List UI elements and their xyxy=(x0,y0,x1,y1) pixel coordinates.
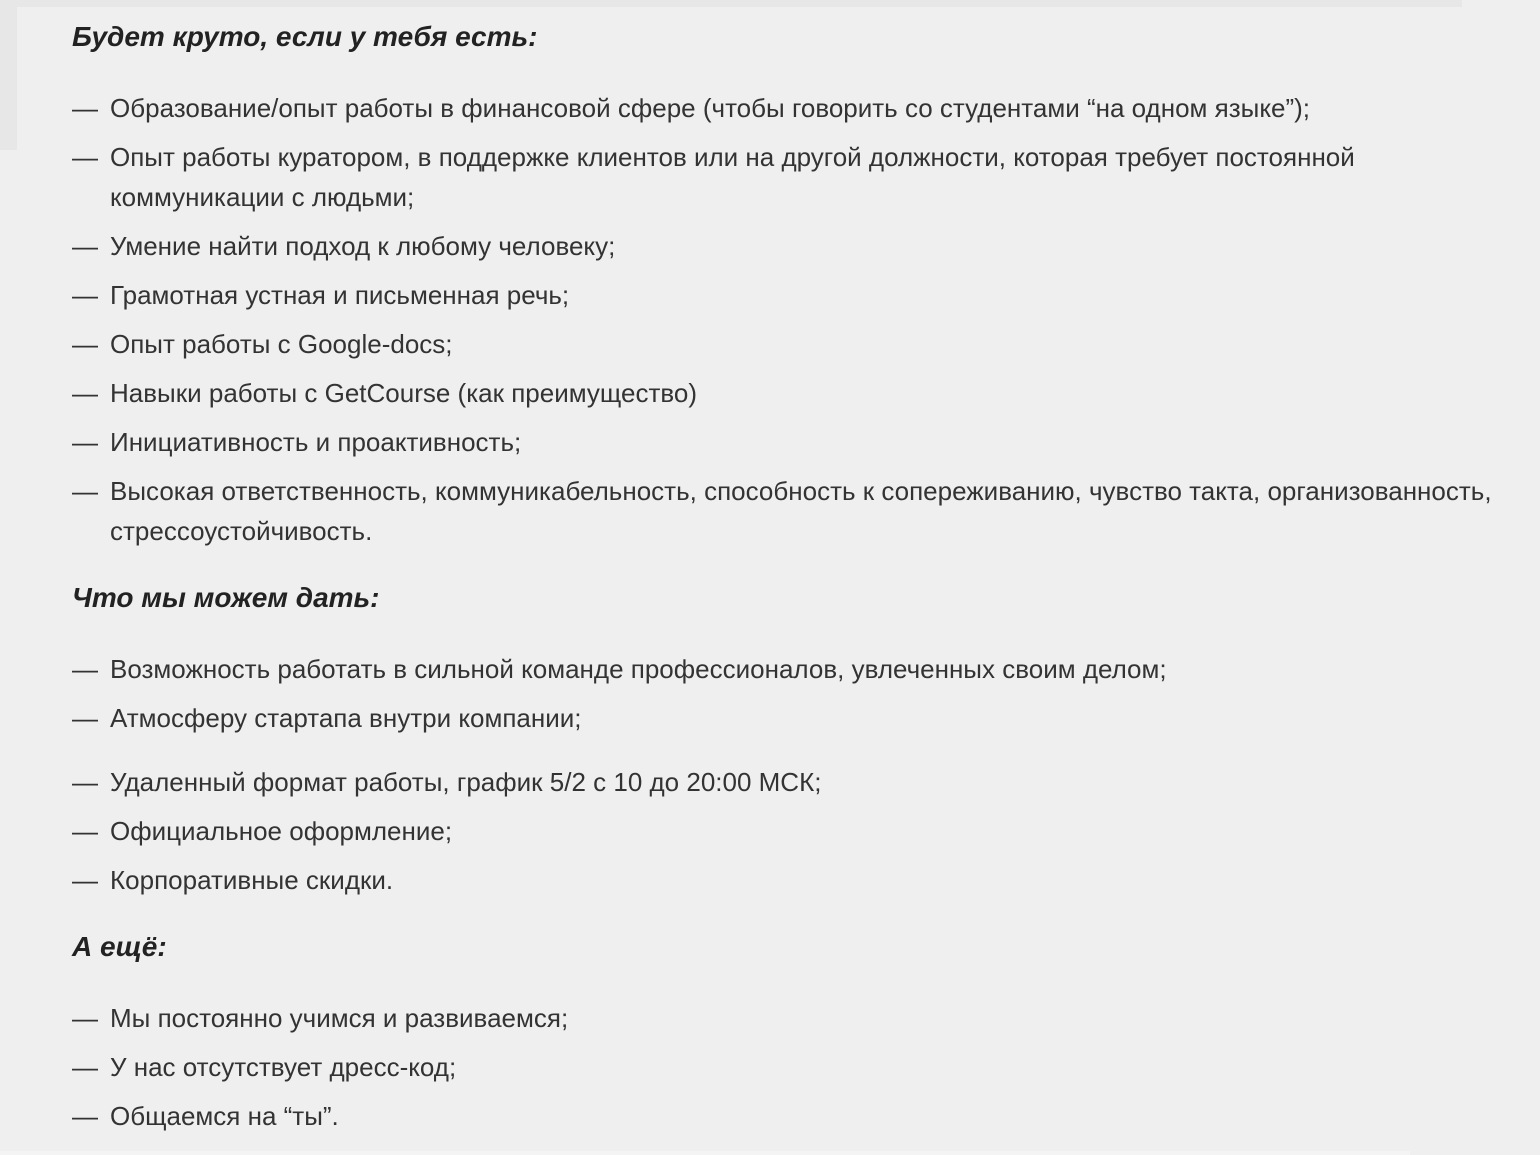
section-heading: А ещё: xyxy=(72,931,167,962)
list-item xyxy=(72,1047,1505,1087)
list-item-text: Инициативность и проактивность; xyxy=(110,427,522,457)
list-item-text: Опыт работы с Google-docs; xyxy=(110,329,453,359)
dash-bullet: — xyxy=(72,378,98,408)
list-item xyxy=(72,762,1505,802)
list-item-text: Опыт работы куратором, в поддержке клиентов или на другой должности, которая требует постоянной коммуникации с людьми; xyxy=(110,142,1355,212)
list-item xyxy=(72,1096,1505,1136)
list-item xyxy=(72,422,1505,462)
list-item xyxy=(72,860,1505,900)
list-item-text: У нас отсутствует дресс-код; xyxy=(110,1052,457,1082)
dash-bullet: — xyxy=(72,1101,98,1131)
list-item-text: Удаленный формат работы, график 5/2 с 10 до 20:00 МСК; xyxy=(110,767,822,797)
dash-bullet: — xyxy=(72,329,98,359)
section-nice-to-have xyxy=(72,20,1505,551)
list-item xyxy=(72,226,1505,266)
list-item xyxy=(72,998,1505,1038)
list-item xyxy=(72,88,1505,128)
section-heading: Будет круто, если у тебя есть: xyxy=(72,21,538,52)
section-also xyxy=(72,930,1505,1136)
list-item xyxy=(72,471,1505,551)
dash-bullet: — xyxy=(72,93,98,123)
list-item-text: Навыки работы с GetCourse (как преимущество) xyxy=(110,378,698,408)
dash-bullet: — xyxy=(72,427,98,457)
dash-bullet: — xyxy=(72,1052,98,1082)
list-item-text: Высокая ответственность, коммуникабельность, способность к сопереживанию, чувство такта, организованность, стрессоустойчивость. xyxy=(110,476,1492,546)
list-item xyxy=(72,275,1505,315)
list-item-text: Образование/опыт работы в финансовой сфере (чтобы говорить со студентами “на одном языке”); xyxy=(110,93,1310,123)
list-item-text: Мы постоянно учимся и развиваемся; xyxy=(110,1003,569,1033)
dash-bullet: — xyxy=(72,816,98,846)
dash-bullet: — xyxy=(72,654,98,684)
section-heading: Что мы можем дать: xyxy=(72,582,380,613)
list-item-text: Атмосферу стартапа внутри компании; xyxy=(110,703,582,733)
list-item-text: Официальное оформление; xyxy=(110,816,453,846)
dash-bullet: — xyxy=(72,865,98,895)
list-item xyxy=(72,649,1505,689)
screen-edge-artifact-bottom xyxy=(0,1151,1410,1155)
dash-bullet: — xyxy=(72,280,98,310)
list-item-text: Умение найти подход к любому человеку; xyxy=(110,231,616,261)
list-item-text: Грамотная устная и письменная речь; xyxy=(110,280,570,310)
section-what-we-offer xyxy=(72,581,1505,900)
dash-bullet: — xyxy=(72,1003,98,1033)
list-item xyxy=(72,137,1505,217)
dash-bullet: — xyxy=(72,231,98,261)
list-item xyxy=(72,698,1505,738)
list-item-text: Общаемся на “ты”. xyxy=(110,1101,339,1131)
list-item-text: Возможность работать в сильной команде профессионалов, увлеченных своим делом; xyxy=(110,654,1167,684)
dash-bullet: — xyxy=(72,767,98,797)
list-item xyxy=(72,811,1505,851)
list-item xyxy=(72,373,1505,413)
dash-bullet: — xyxy=(72,476,98,506)
list-item-text: Корпоративные скидки. xyxy=(110,865,394,895)
list-item xyxy=(72,324,1505,364)
dash-bullet: — xyxy=(72,142,98,172)
dash-bullet: — xyxy=(72,703,98,733)
